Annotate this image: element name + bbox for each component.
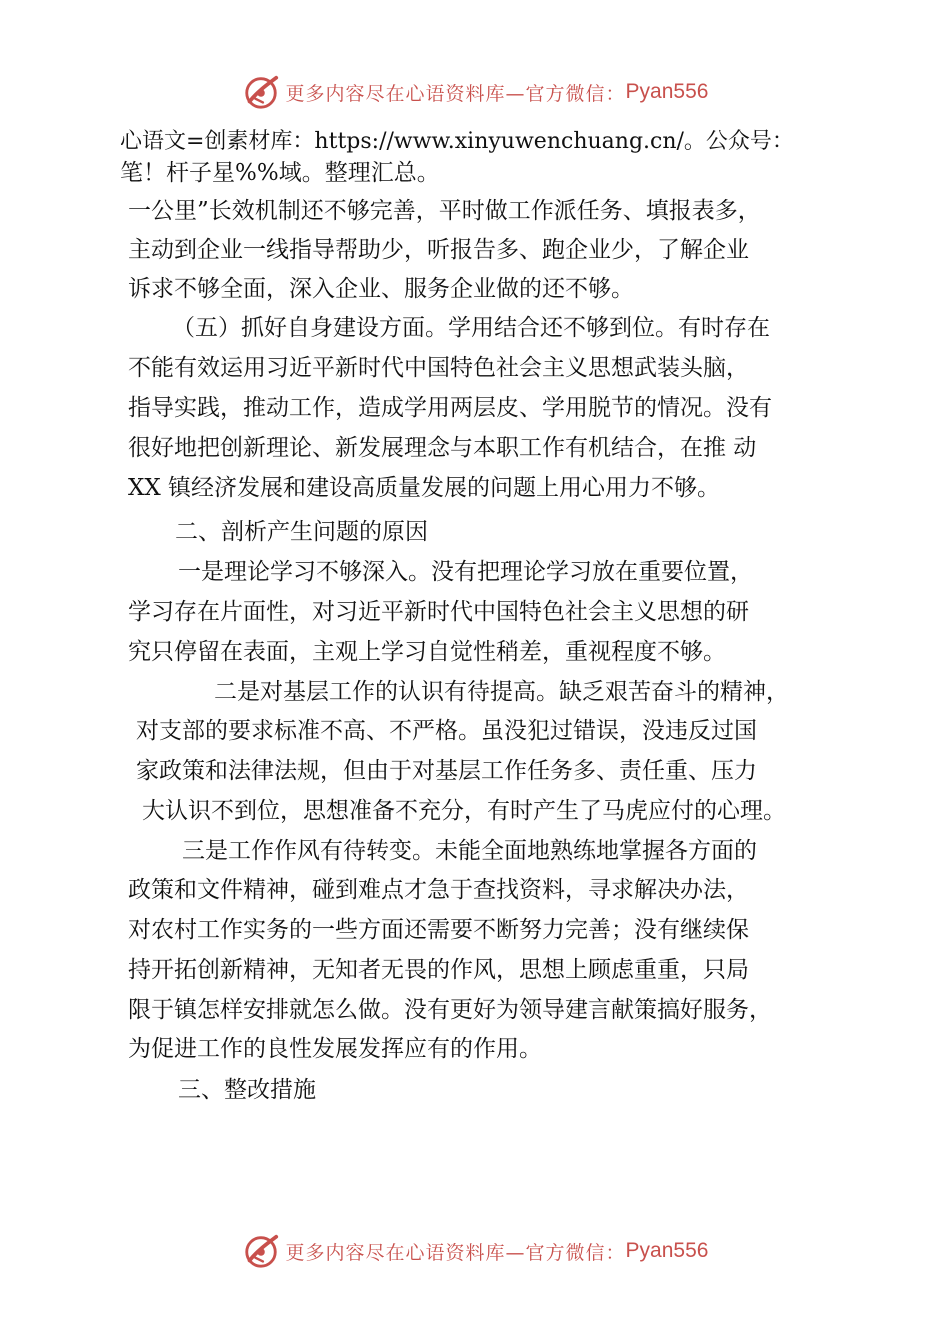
body-line: 不能有效运用习近平新时代中国特色社会主义思想武装头脑， — [128, 355, 749, 381]
body-line: 诉求不够全面，深入企业、服务企业做的还不够。 — [128, 276, 634, 302]
body-line: 很好地把创新理论、新发展理念与本职工作有机结合，在推 动 — [128, 435, 757, 461]
body-line: 究只停留在表面，主观上学习自觉性稍差，重视程度不够。 — [128, 639, 726, 665]
source-line-2: 笔！杆子星%%域。整理汇总。 — [120, 160, 440, 186]
brush-logo-icon — [242, 1232, 280, 1270]
banner-wechat-id: Pyan556 — [625, 1239, 709, 1262]
body-line: 主动到企业一线指导帮助少，听报告多、跑企业少，了解企业 — [128, 237, 749, 263]
body-line: 为促进工作的良性发展发挥应有的作用。 — [128, 1036, 542, 1062]
body-line: 持开拓创新精神，无知者无畏的作风，思想上顾虑重重，只局 — [128, 957, 749, 983]
section-heading-causes: 二、剖析产生问题的原因 — [175, 519, 428, 545]
body-line: 家政策和法律法规，但由于对基层工作任务多、责任重、压力 — [136, 758, 757, 784]
body-line: 限于镇怎样安排就怎么做。没有更好为领导建言献策搞好服务， — [128, 997, 772, 1023]
body-line: 一是理论学习不够深入。没有把理论学习放在重要位置， — [178, 559, 753, 585]
brush-logo-icon — [242, 73, 280, 111]
body-line: 一公里”长效机制还不够完善，平时做工作派任务、填报表多， — [128, 198, 761, 224]
banner-text: 更多内容尽在心语资料库—官方微信： — [285, 82, 626, 105]
body-line: 对支部的要求标准不高、不严格。虽没犯过错误，没违反过国 — [136, 718, 757, 744]
body-line: 指导实践，推动工作，造成学用两层皮、学用脱节的情况。没有 — [128, 395, 772, 421]
body-line: 大认识不到位，思想准备不充分，有时产生了马虎应付的心理。 — [142, 798, 786, 824]
body-line: XX 镇经济发展和建设高质量发展的问题上用心用力不够。 — [128, 475, 721, 501]
body-line: 政策和文件精神，碰到难点才急于查找资料，寻求解决办法， — [128, 877, 749, 903]
header-watermark-banner — [0, 70, 950, 114]
body-line: 对农村工作实务的一些方面还需要不断努力完善；没有继续保 — [128, 917, 749, 943]
banner-wechat-id: Pyan556 — [625, 80, 709, 103]
banner-text: 更多内容尽在心语资料库—官方微信： — [285, 1241, 626, 1264]
footer-watermark-banner — [0, 1229, 950, 1273]
section-heading-measures: 三、整改措施 — [178, 1077, 316, 1103]
body-line: 二是对基层工作的认识有待提高。缺乏艰苦奋斗的精神， — [214, 679, 789, 705]
body-line: 学习存在片面性，对习近平新时代中国特色社会主义思想的研 — [128, 599, 749, 625]
body-line: （五）抓好自身建设方面。学用结合还不够到位。有时存在 — [172, 315, 770, 341]
body-line: 三是工作作风有待转变。未能全面地熟练地掌握各方面的 — [182, 838, 757, 864]
source-line-1: 心语文=创素材库：https://www.xinyuwenchuang.cn/。公众号： — [120, 129, 794, 154]
